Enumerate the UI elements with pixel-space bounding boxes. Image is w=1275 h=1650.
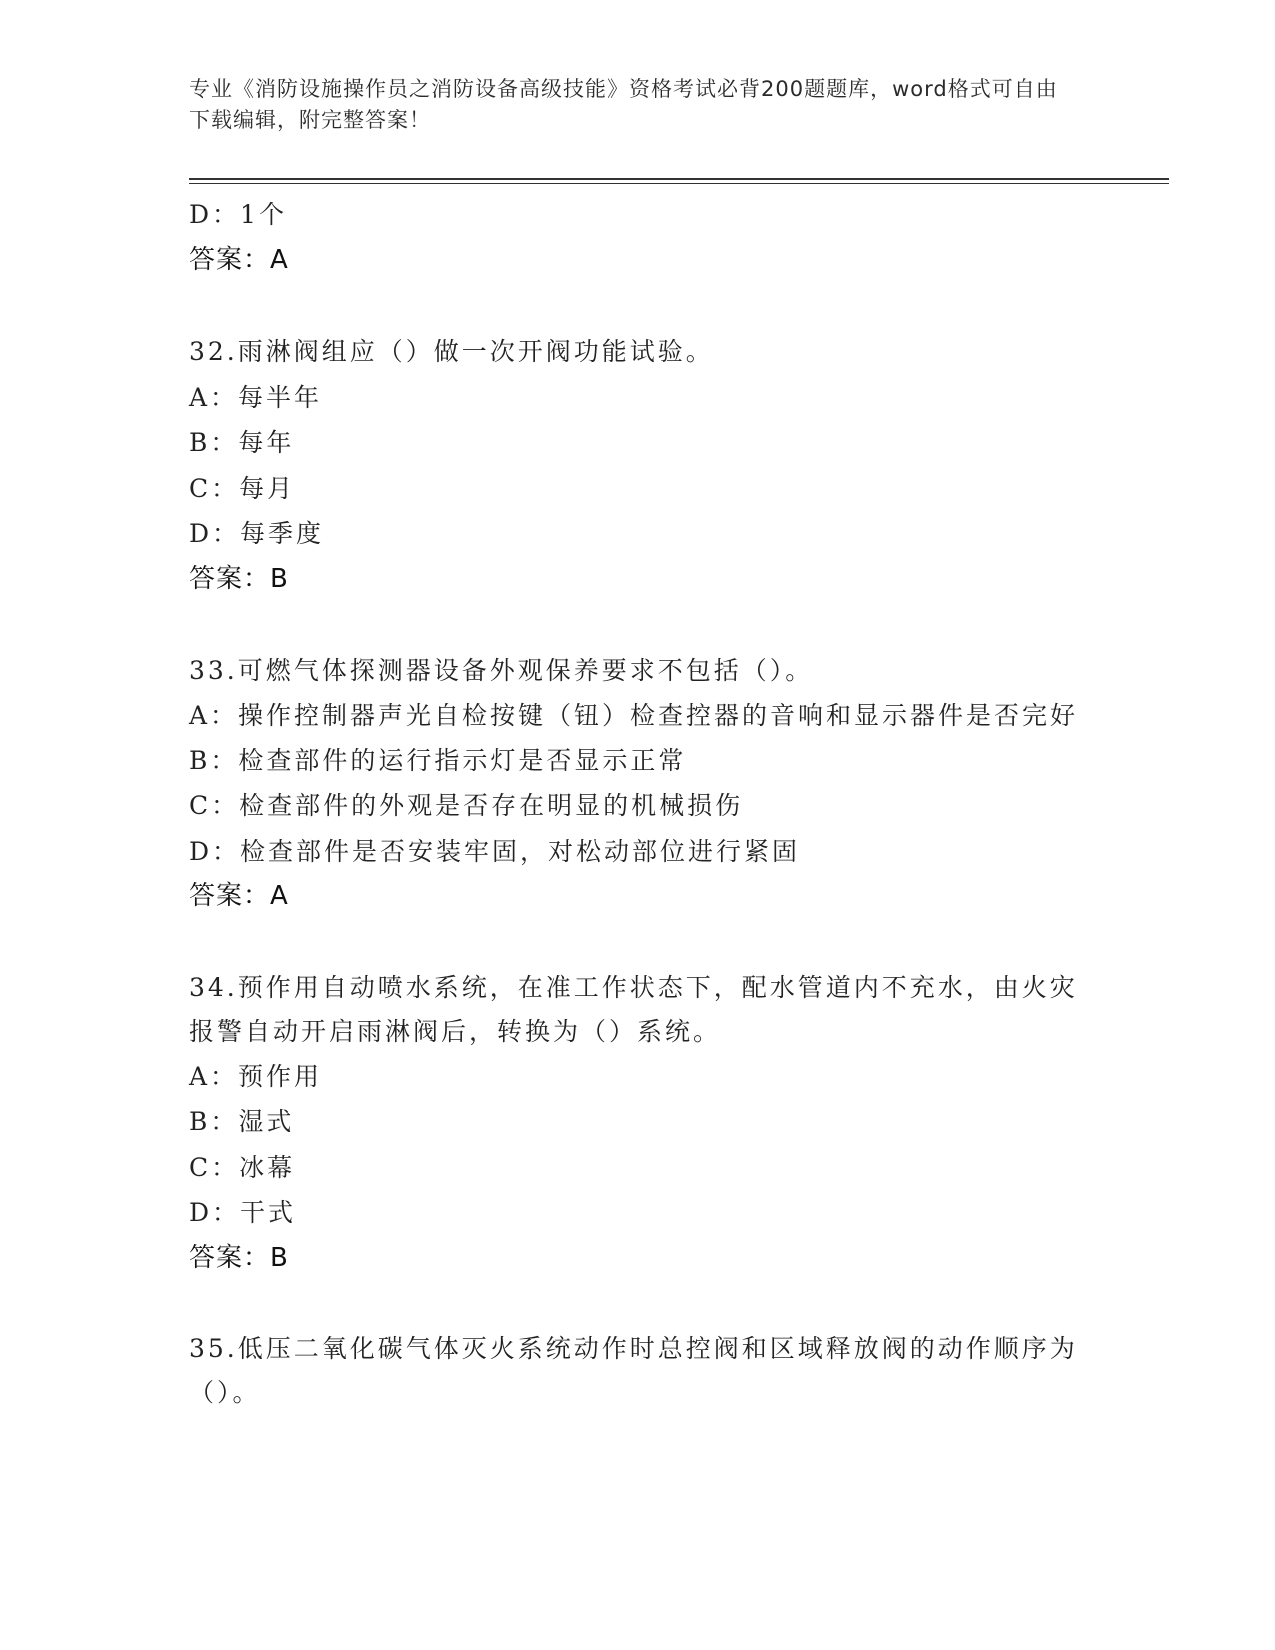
question-32 xyxy=(189,329,1089,602)
question-list xyxy=(189,192,1089,1415)
option-c: C：每月 xyxy=(189,473,296,503)
option-a: A：预作用 xyxy=(189,1061,323,1091)
header-rule-thin xyxy=(189,183,1169,184)
answer: 答案：B xyxy=(189,563,289,594)
answer: 答案：A xyxy=(189,881,289,911)
question-stem: 34.预作用自动喷水系统，在准工作状态下，配水管道内不充水，由火灾报警自动开启雨淋阀后，转换为（）系统。 xyxy=(189,972,1078,1046)
option-d: D：每季度 xyxy=(189,519,325,548)
question-stem: 35.低压二氧化碳气体灭火系统动作时总控阀和区域释放阀的动作顺序为（）。 xyxy=(189,1334,1078,1407)
option-d: D：检查部件是否安装牢固，对松动部位进行紧固 xyxy=(189,836,801,866)
document-header: 专业《消防设施操作员之消防设备高级技能》资格考试必背200题题库，word格式可自由下载编辑，附完整答案！ xyxy=(189,77,1058,132)
option-c: C：冰幕 xyxy=(189,1152,296,1182)
option-d: D：干式 xyxy=(189,1198,297,1227)
option-a: A：操作控制器声光自检按键（钮）检查控器的音响和显示器件是否完好 xyxy=(189,700,1079,730)
question-33 xyxy=(189,648,1089,920)
option-b: B：每年 xyxy=(189,428,295,457)
option-d: D：1个 xyxy=(189,200,287,229)
question-35 xyxy=(189,1327,1089,1415)
option-b: B：检查部件的运行指示灯是否显示正常 xyxy=(189,745,687,775)
question-stem: 33.可燃气体探测器设备外观保养要求不包括（）。 xyxy=(189,656,814,685)
question-34 xyxy=(189,966,1089,1282)
question-stem: 32.雨淋阀组应（）做一次开阀功能试验。 xyxy=(189,337,714,366)
option-a: A：每半年 xyxy=(189,382,323,412)
option-c: C：检查部件的外观是否存在明显的机械损伤 xyxy=(189,791,744,820)
answer: 答案：B xyxy=(189,1242,289,1273)
answer: 答案：A xyxy=(189,244,289,275)
header-rule-thick xyxy=(189,178,1169,180)
option-b: B：湿式 xyxy=(189,1107,295,1136)
